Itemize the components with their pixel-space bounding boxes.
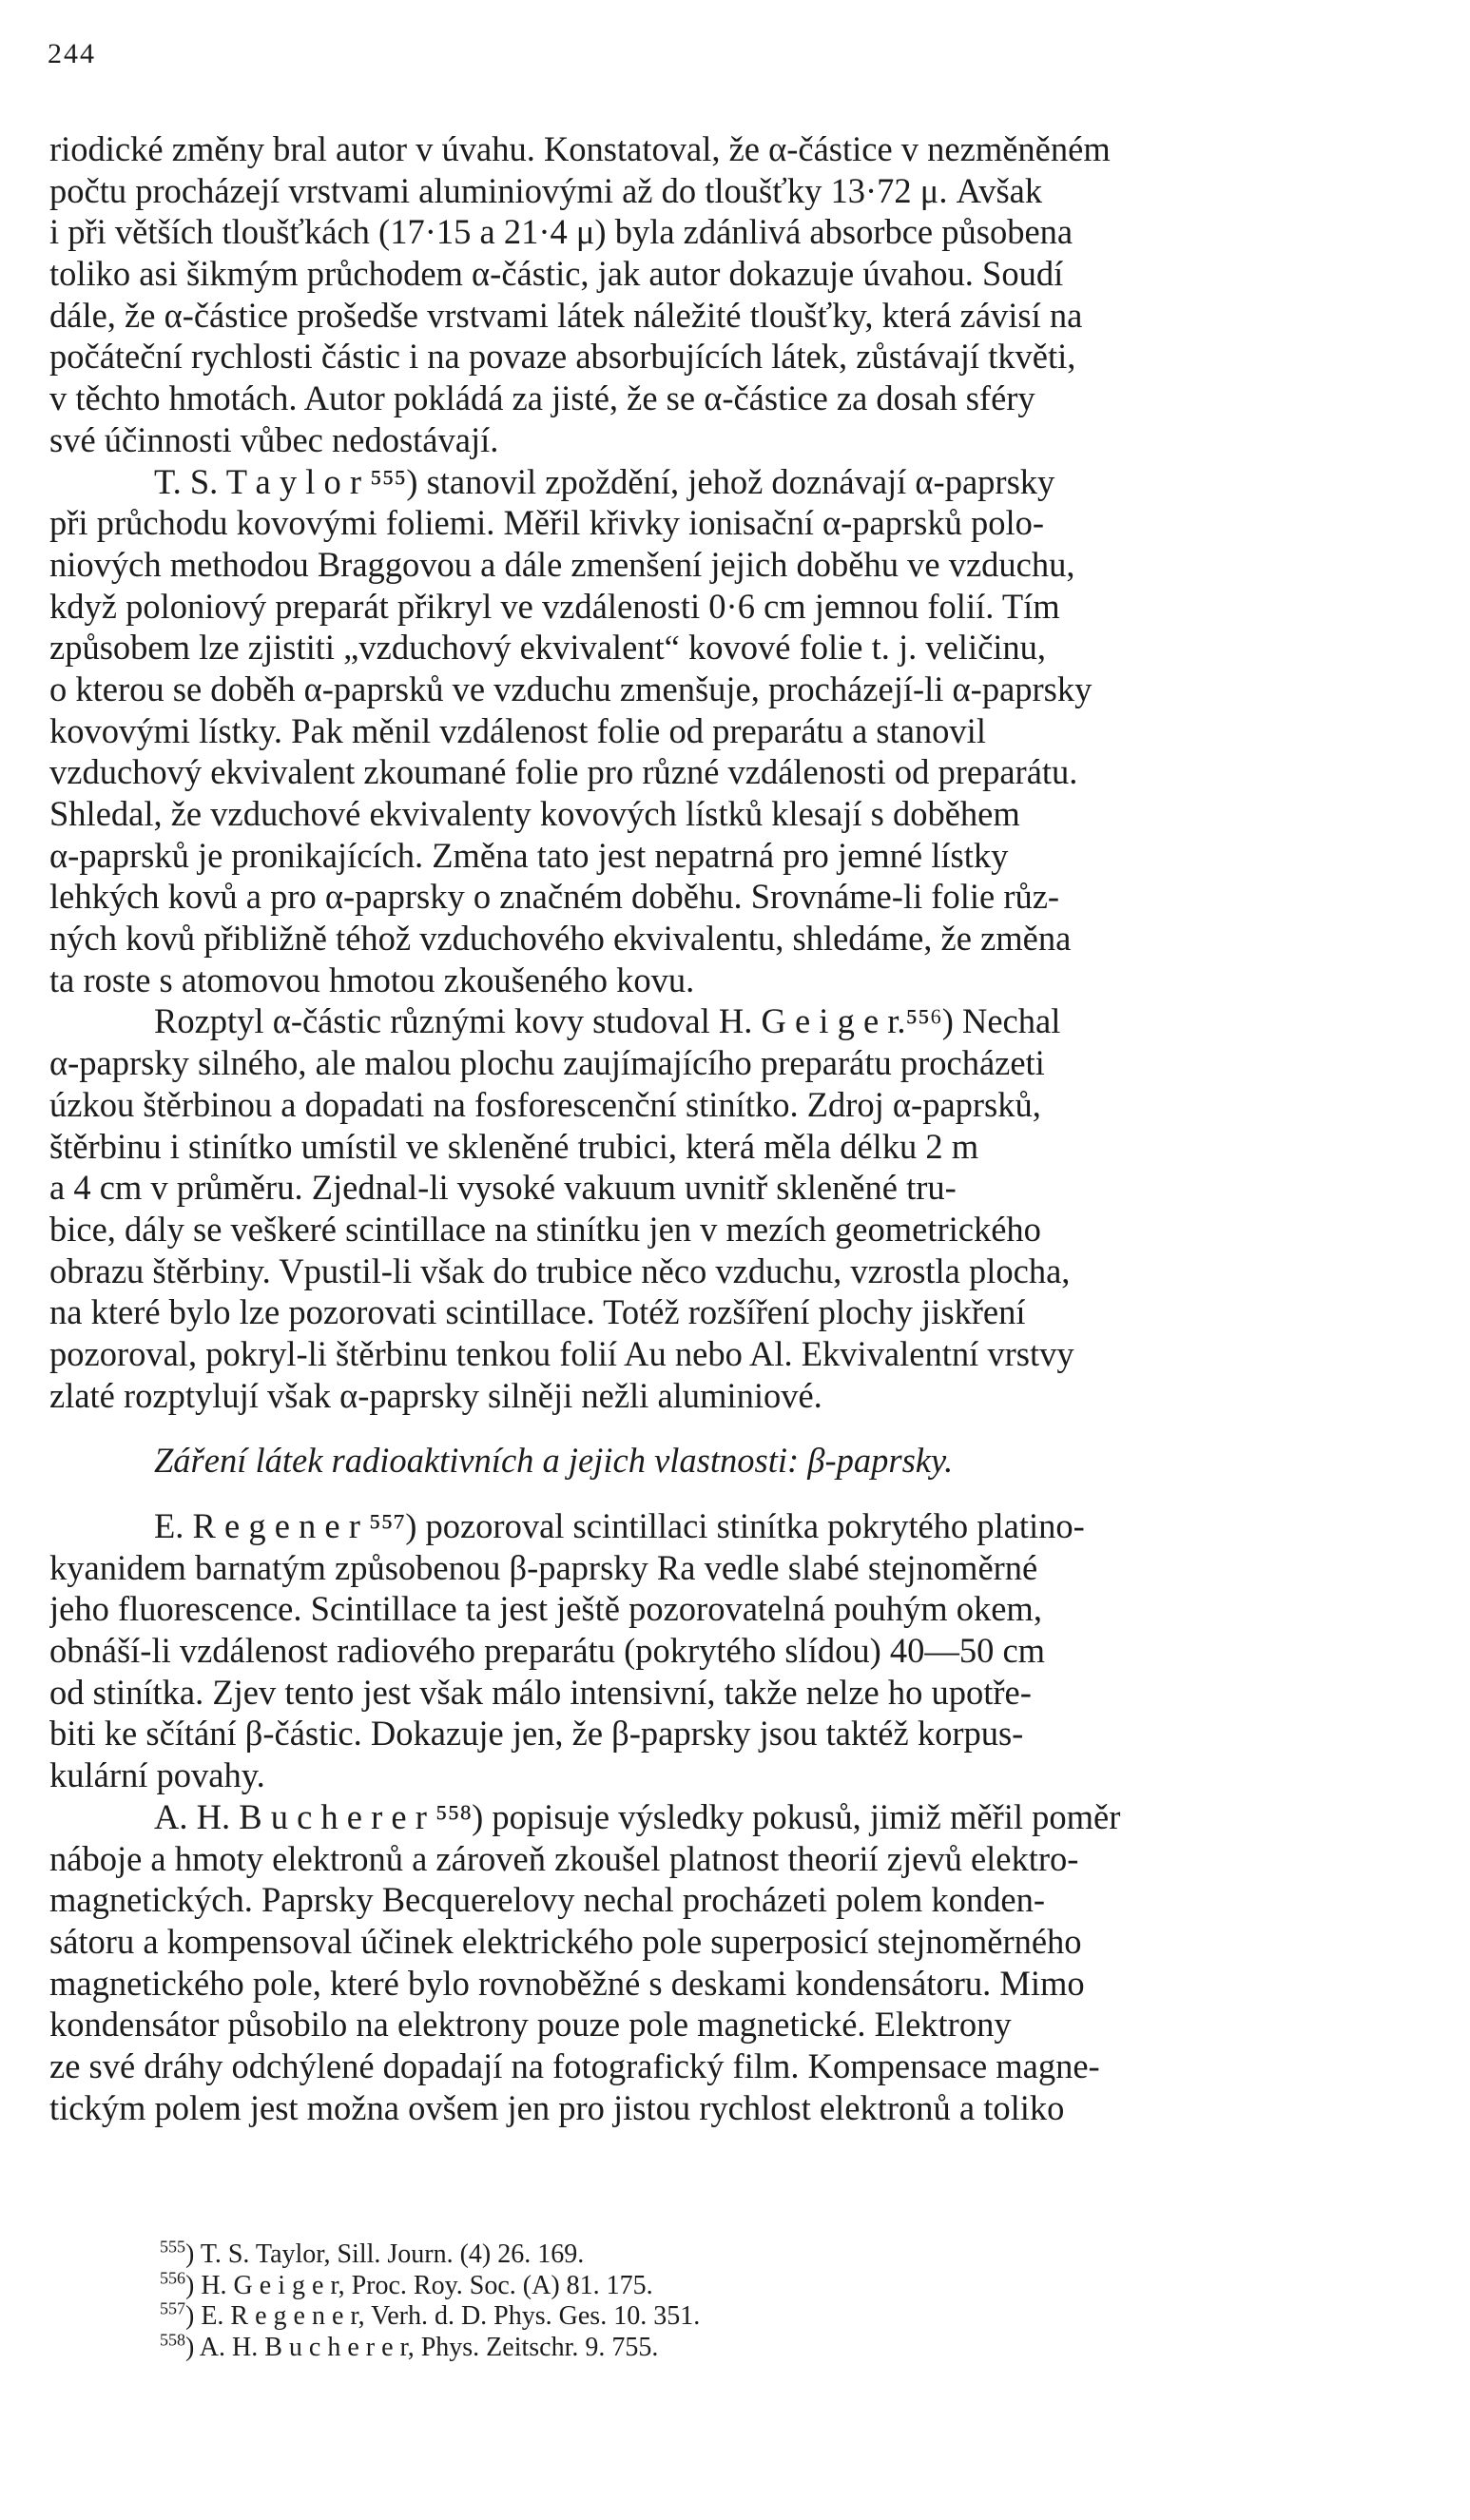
footnote <box>160 2330 1396 2364</box>
text-line: dále, že α-částice prošedše vrstvami látek náležité tloušťky, která závisí na <box>49 295 1083 335</box>
text-line: i při větších tloušťkách (17·15 a 21·4 μ) byla zdánlivá absorbce působena <box>49 212 1073 252</box>
text-line: ných kovů přibližně téhož vzduchového ekvivalentu, shledáme, že změna <box>49 919 1072 959</box>
text-line: Rozptyl α-částic různými kovy studoval H. G e i g e r.⁵⁵⁶) Nechal <box>154 1001 1061 1041</box>
text-line: T. S. T a y l o r ⁵⁵⁵) stanovil zpoždění, jehož doznávají α-paprsky <box>154 461 1055 501</box>
text-line: a 4 cm v průměru. Zjednal-li vysoké vakuum uvnitř skleněné tru- <box>49 1168 957 1208</box>
text-line: od stinítka. Zjev tento jest však málo intensivní, takže nelze ho upotře- <box>49 1672 1032 1712</box>
text-line: α-paprsky silného, ale malou plochu zaujímajícího preparátu procházeti <box>49 1043 1045 1083</box>
text-line: při průchodu kovovými foliemi. Měřil křivky ionisační α-paprsků polo- <box>49 503 1045 543</box>
footnote-bracket: ) <box>185 2270 202 2300</box>
footnote-bracket: ) <box>185 2332 200 2362</box>
text-line: magnetických. Paprsky Becquerelovy nechal procházeti polem konden- <box>49 1880 1045 1920</box>
text-line: sátoru a kompensoval účinek elektrického pole superposicí stejnoměrného <box>49 1921 1082 1961</box>
footnote-number: 555 <box>160 2237 185 2257</box>
footnote <box>160 2268 1396 2302</box>
text-line: E. R e g e n e r ⁵⁵⁷) pozoroval scintillaci stinítka pokrytého platino- <box>154 1506 1085 1545</box>
footnote-number: 558 <box>160 2330 185 2350</box>
text-line: na které bylo lze pozorovati scintillace. Totéž rozšíření plochy jiskření <box>49 1292 1026 1332</box>
body-text <box>49 128 1426 2128</box>
footnote-number: 556 <box>160 2268 185 2288</box>
text-line: své účinnosti vůbec nedostávají. <box>49 419 499 459</box>
footnote-number: 557 <box>160 2298 185 2318</box>
text-line: štěrbinu i stinítko umístil ve skleněné trubici, která měla délku 2 m <box>49 1126 979 1166</box>
text-line: kovovými lístky. Pak měnil vzdálenost folie od preparátu a stanovil <box>49 710 986 750</box>
text-line: tickým polem jest možna ovšem jen pro jistou rychlost elektronů a toliko <box>49 2087 1065 2127</box>
footnote-bracket: ) <box>185 2301 202 2331</box>
text-line: úzkou štěrbinou a dopadati na fosforescenční stinítko. Zdroj α-paprsků, <box>49 1084 1041 1124</box>
text-line: když poloniový preparát přikryl ve vzdálenosti 0·6 cm jemnou folií. Tím <box>49 586 1060 626</box>
text-line: pozoroval, pokryl-li štěrbinu tenkou folií Au nebo Al. Ekvivalentní vrstvy <box>49 1333 1074 1373</box>
page-number: 244 <box>48 38 96 69</box>
text-line: o kterou se doběh α-paprsků ve vzduchu zmenšuje, procházejí-li α-paprsky <box>49 669 1093 708</box>
text-line: obnáší-li vzdálenost radiového preparátu (pokrytého slídou) 40—50 cm <box>49 1631 1046 1671</box>
text-line: počtu procházejí vrstvami aluminiovými až do tloušťky 13·72 μ. Avšak <box>49 170 1043 210</box>
footnote-text: A. H. B u c h e r e r, Phys. Zeitschr. 9. 755. <box>199 2332 659 2362</box>
text-line: kyanidem barnatým způsobenou β-paprsky Ra vedle slabé stejnoměrné <box>49 1547 1038 1587</box>
text-line: vzduchový ekvivalent zkoumané folie pro různé vzdálenosti od preparátu. <box>49 752 1078 792</box>
text-line: v těchto hmotách. Autor pokládá za jisté, že se α-částice za dosah sféry <box>49 378 1035 418</box>
text-line: α-paprsků je pronikajících. Změna tato jest nepatrná pro jemné lístky <box>49 835 1009 875</box>
text-line: riodické změny bral autor v úvahu. Konstatoval, že α-částice v nezměněném <box>49 129 1111 168</box>
text-line: lehkých kovů a pro α-paprsky o značném doběhu. Srovnáme-li folie růz- <box>49 877 1060 917</box>
footnote-text: E. R e g e n e r, Verh. d. D. Phys. Ges. 10. 351. <box>201 2301 701 2331</box>
text-line: počáteční rychlosti částic i na povaze absorbujících látek, zůstávají tkvěti, <box>49 337 1076 377</box>
section-heading: Záření látek radioaktivních a jejich vlastnosti: β-paprsky. <box>154 1441 954 1481</box>
text-line: ta roste s atomovou hmotou zkoušeného kovu. <box>49 960 695 999</box>
text-line: jeho fluorescence. Scintillace ta jest ještě pozorovatelná pouhým okem, <box>49 1589 1042 1629</box>
text-line: kulární povahy. <box>49 1755 265 1795</box>
text-line: niových methodou Braggovou a dále zmenšení jejich doběhu ve vzduchu, <box>49 544 1075 584</box>
text-line: způsobem lze zjistiti „vzduchový ekvivalent“ kovové folie t. j. veličinu, <box>49 628 1047 668</box>
text-line: bice, dály se veškeré scintillace na stinítku jen v mezích geometrického <box>49 1209 1041 1249</box>
footnote-bracket: ) <box>185 2239 201 2269</box>
text-line: obrazu štěrbiny. Vpustil-li však do trubice něco vzduchu, vzrostla plocha, <box>49 1250 1071 1290</box>
text-line: Shledal, že vzduchové ekvivalenty kovových lístků klesají s doběhem <box>49 794 1020 833</box>
footnote <box>160 2239 1396 2271</box>
text-line: zlaté rozptylují však α-paprsky silněji nežli aluminiové. <box>49 1375 822 1415</box>
footnote-text: T. S. Taylor, Sill. Journ. (4) 26. 169. <box>200 2239 585 2269</box>
text-line: kondensátor působilo na elektrony pouze pole magnetické. Elektrony <box>49 2005 1012 2045</box>
text-line: ze své dráhy odchýlené dopadají na fotografický film. Kompensace magne- <box>49 2045 1100 2085</box>
text-line: biti ke sčítání β-částic. Dokazuje jen, že β-paprsky jsou taktéž korpus- <box>49 1714 1024 1754</box>
text-line: toliko asi šikmým průchodem α-částic, jak autor dokazuje úvahou. Soudí <box>49 254 1064 294</box>
text-line: magnetického pole, které bylo rovnoběžné s deskami kondensátoru. Mimo <box>49 1963 1085 2003</box>
text-line: náboje a hmoty elektronů a zároveň zkoušel platnost theorií zjevů elektro- <box>49 1838 1079 1878</box>
text-line: A. H. B u c h e r e r ⁵⁵⁸) popisuje výsledky pokusů, jimiž měřil poměr <box>154 1796 1121 1836</box>
footnote-text: H. G e i g e r, Proc. Roy. Soc. (A) 81. 175. <box>201 2270 653 2300</box>
footnotes <box>160 2239 1396 2363</box>
footnote <box>160 2298 1396 2333</box>
